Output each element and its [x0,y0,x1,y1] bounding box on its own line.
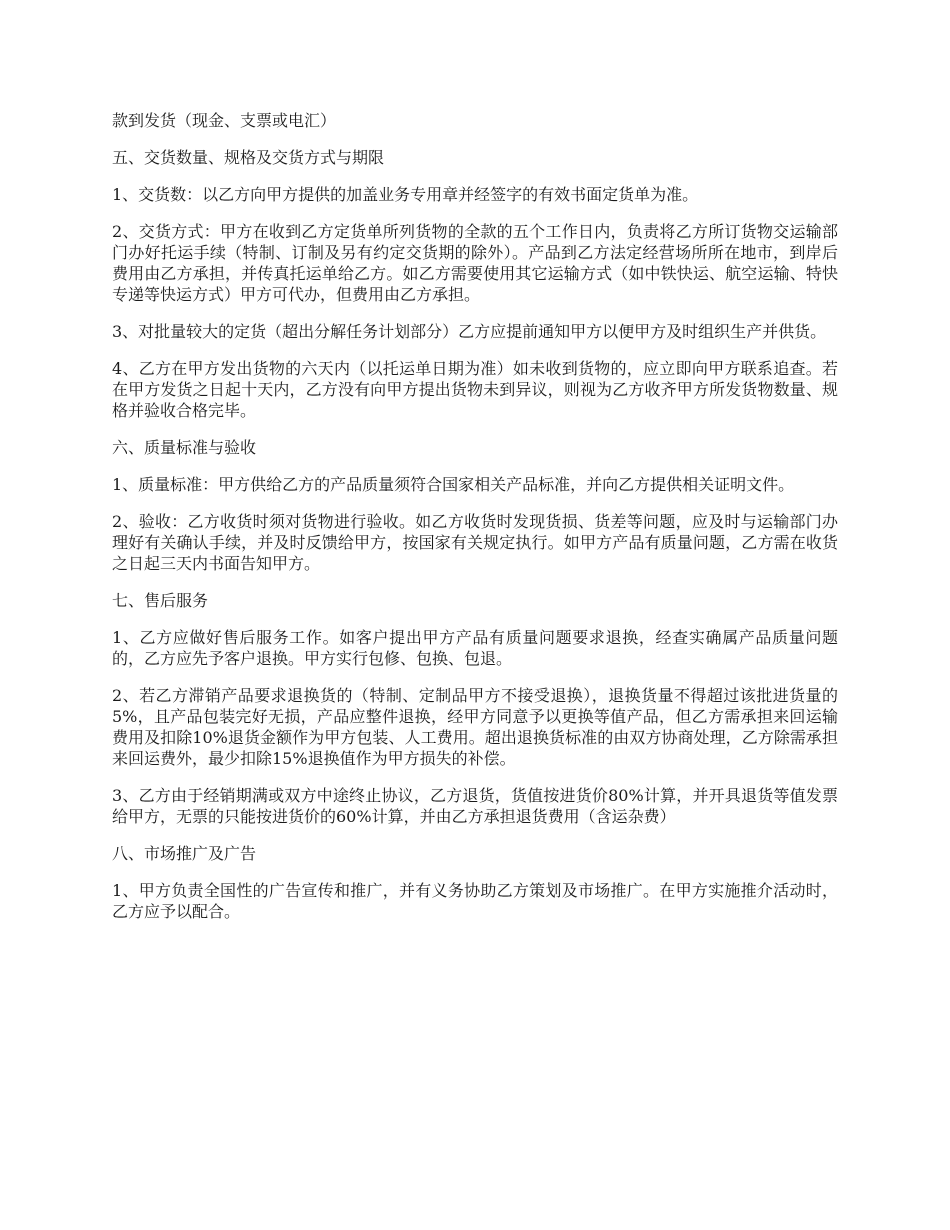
paragraph-after-sales-service: 1、乙方应做好售后服务工作。如客户提出甲方产品有质量问题要求退换，经查实确属产品质量问题的，乙方应先予客户退换。甲方实行包修、包换、包退。 [112,628,838,668]
paragraph-advertising: 1、甲方负责全国性的广告宣传和推广，并有义务协助乙方策划及市场推广。在甲方实施推介活动时，乙方应予以配合。 [112,881,838,921]
paragraph-termination-returns: 3、乙方由于经销期满或双方中途终止协议，乙方退货，货值按进货价80%计算，并开具退货等值发票给甲方，无票的只能按进货价的60%计算，并由乙方承担退货费用（含运杂费） [112,786,838,826]
section-heading-after-sales: 七、售后服务 [112,591,209,610]
paragraph-quality-standard: 1、质量标准：甲方供给乙方的产品质量须符合国家相关产品标准，并向乙方提供相关证明文件。 [112,475,795,494]
section-heading-quality: 六、质量标准与验收 [112,438,257,457]
paragraph-payment-terms: 款到发货（现金、支票或电汇） [112,111,337,130]
paragraph-delivery-tracking: 4、乙方在甲方发出货物的六天内（以托运单日期为准）如未收到货物的，应立即向甲方联系追查。若在甲方发货之日起十天内，乙方没有向甲方提出货物未到异议，则视为乙方收齐甲方所发货物数量、规格并验收合格完毕。 [112,359,838,420]
document-body [112,110,838,938]
paragraph-bulk-orders: 3、对批量较大的定货（超出分解任务计划部分）乙方应提前通知甲方以便甲方及时组织生产并供货。 [112,322,827,341]
paragraph-acceptance: 2、验收：乙方收货时须对货物进行验收。如乙方收货时发现货损、货差等问题，应及时与运输部门办理好有关确认手续，并及时反馈给甲方，按国家有关规定执行。如甲方产品有质量问题，乙方需在收货之日起三天内书面告知甲方。 [112,512,838,573]
section-heading-delivery: 五、交货数量、规格及交货方式与期限 [112,148,385,167]
section-heading-marketing: 八、市场推广及广告 [112,844,257,863]
paragraph-delivery-method: 2、交货方式：甲方在收到乙方定货单所列货物的全款的五个工作日内，负责将乙方所订货物交运输部门办好托运手续（特制、订制及另有约定交货期的除外）。产品到乙方法定经营场所所在地市，到岸后费用由乙方承担，并传真托运单给乙方。如乙方需要使用其它运输方式（如中铁快运、航空运输、特快专递等快运方式）甲方可代办，但费用由乙方承担。 [112,222,838,304]
paragraph-delivery-quantity: 1、交货数：以乙方向甲方提供的加盖业务专用章并经签字的有效书面定货单为准。 [112,185,699,204]
paragraph-slow-moving-returns: 2、若乙方滞销产品要求退换货的（特制、定制品甲方不接受退换），退换货量不得超过该批进货量的5%，且产品包装完好无损，产品应整件退换，经甲方同意予以更换等值产品，但乙方需承担来回运输费用及扣除10%退货金额作为甲方包装、人工费用。超出退换货标准的由双方协商处理，乙方除需承担来回运费外，最少扣除15%退换值作为甲方损失的补偿。 [112,686,838,768]
